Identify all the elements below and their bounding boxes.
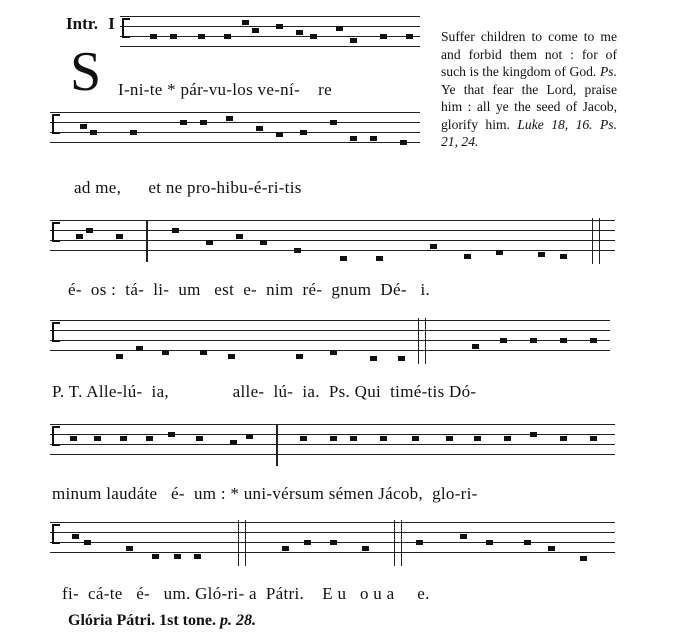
staff-2 <box>50 112 420 154</box>
lyric-line-4: P. T. Alle-lú- ia, alle- lú- ia. Ps. Qui timé-tis Dó- <box>52 382 477 401</box>
drop-cap: S <box>70 41 102 103</box>
lyric-line-6: fi- cá-te é- um. Gló-ri- a Pátri. E u o u a e. <box>62 584 430 603</box>
staff-4 <box>50 320 610 362</box>
staff-6 <box>50 522 615 564</box>
footer-note: Glória Pátri. 1st tone. p. 28. <box>68 612 256 629</box>
lyric-line-3: é- os : tá- li- um est e- nim ré- gnum Dé- i. <box>68 280 431 299</box>
translation-text: Suffer children to come to me and forbid them not : for of such is the kingdom of God. Ps. Ye that fear the Lord, praise him : all ye the seed of Jacob, glorify him. Luke 18, 16. Ps. 21, 24. <box>441 29 617 149</box>
lyric-line-5: minum laudáte é- um : * uni-vérsum sémen Jácob, glo-ri- <box>52 484 478 503</box>
staff-5 <box>50 424 615 466</box>
staff-3 <box>50 220 615 262</box>
lyric-line-2: ad me, et ne pro-hibu-é-ri-tis <box>74 178 302 197</box>
introit-label: Intr. I <box>66 14 115 33</box>
staff-1 <box>120 16 420 58</box>
lyric-line-1: I-ni-te * pár-vu-los ve-ní- re <box>118 80 332 99</box>
